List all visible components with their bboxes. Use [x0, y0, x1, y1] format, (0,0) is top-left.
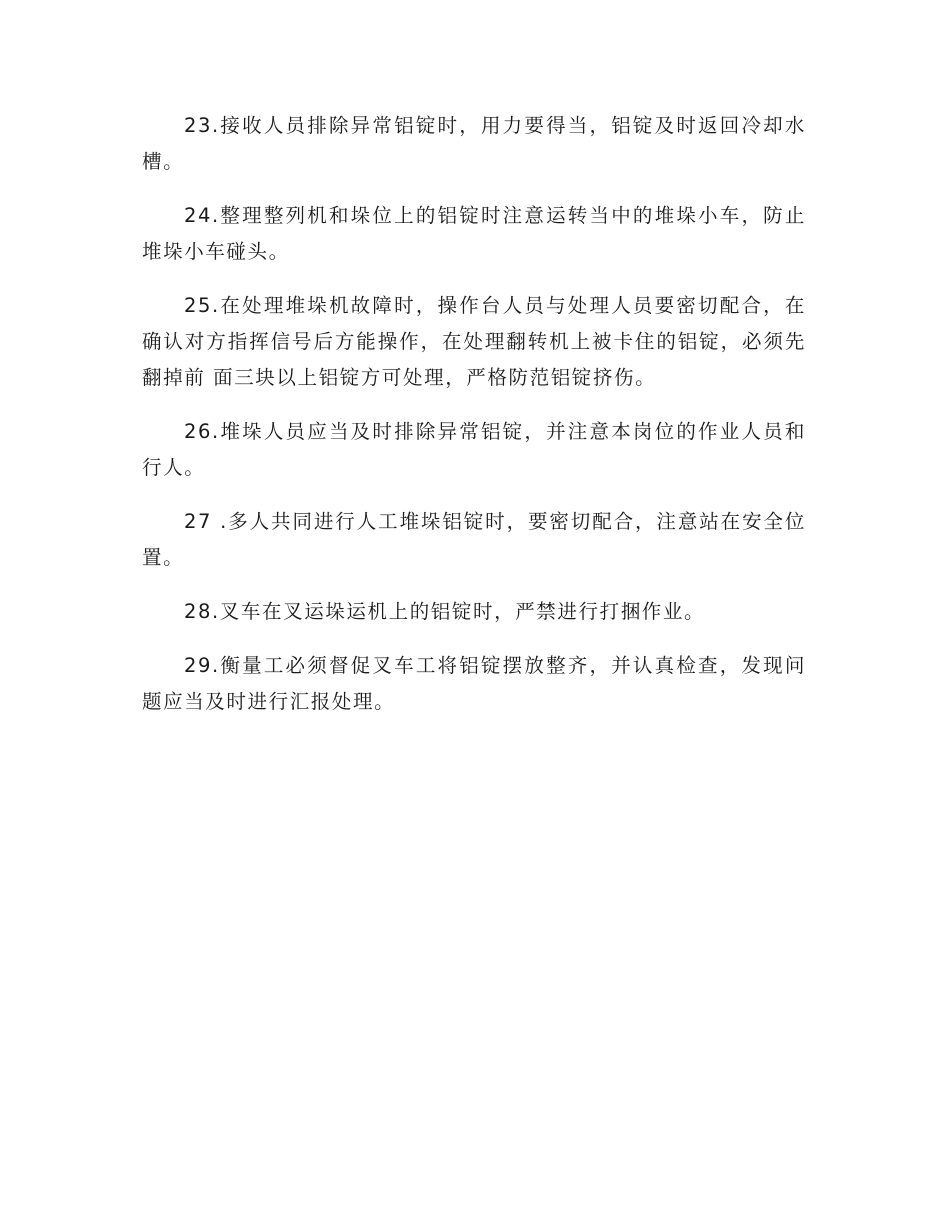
paragraph-item-29: 29.衡量工必须督促叉车工将铝锭摆放整齐，并认真检查，发现问题应当及时进行汇报处理。 — [142, 654, 806, 713]
document-body — [142, 108, 806, 738]
paragraph-item-23: 23.接收人员排除异常铝锭时，用力要得当，铝锭及时返回冷却水槽。 — [142, 114, 806, 173]
paragraph-item-28: 28.叉车在叉运垛运机上的铝锭时，严禁进行打捆作业。 — [184, 600, 706, 623]
paragraph-item-26: 26.堆垛人员应当及时排除异常铝锭，并注意本岗位的作业人员和行人。 — [142, 420, 806, 479]
paragraph-item-25: 25.在处理堆垛机故障时，操作台人员与处理人员要密切配合，在确认对方指挥信号后方能操作，在处理翻转机上被卡住的铝锭，必须先翻掉前 面三块以上铝锭方可处理，严格防范铝锭挤伤。 — [142, 294, 806, 389]
paragraph-item-27: 27 .多人共同进行人工堆垛铝锭时，要密切配合，注意站在安全位置。 — [142, 510, 806, 569]
paragraph-item-24: 24.整理整列机和垛位上的铝锭时注意运转当中的堆垛小车，防止堆垛小车碰头。 — [142, 204, 806, 263]
